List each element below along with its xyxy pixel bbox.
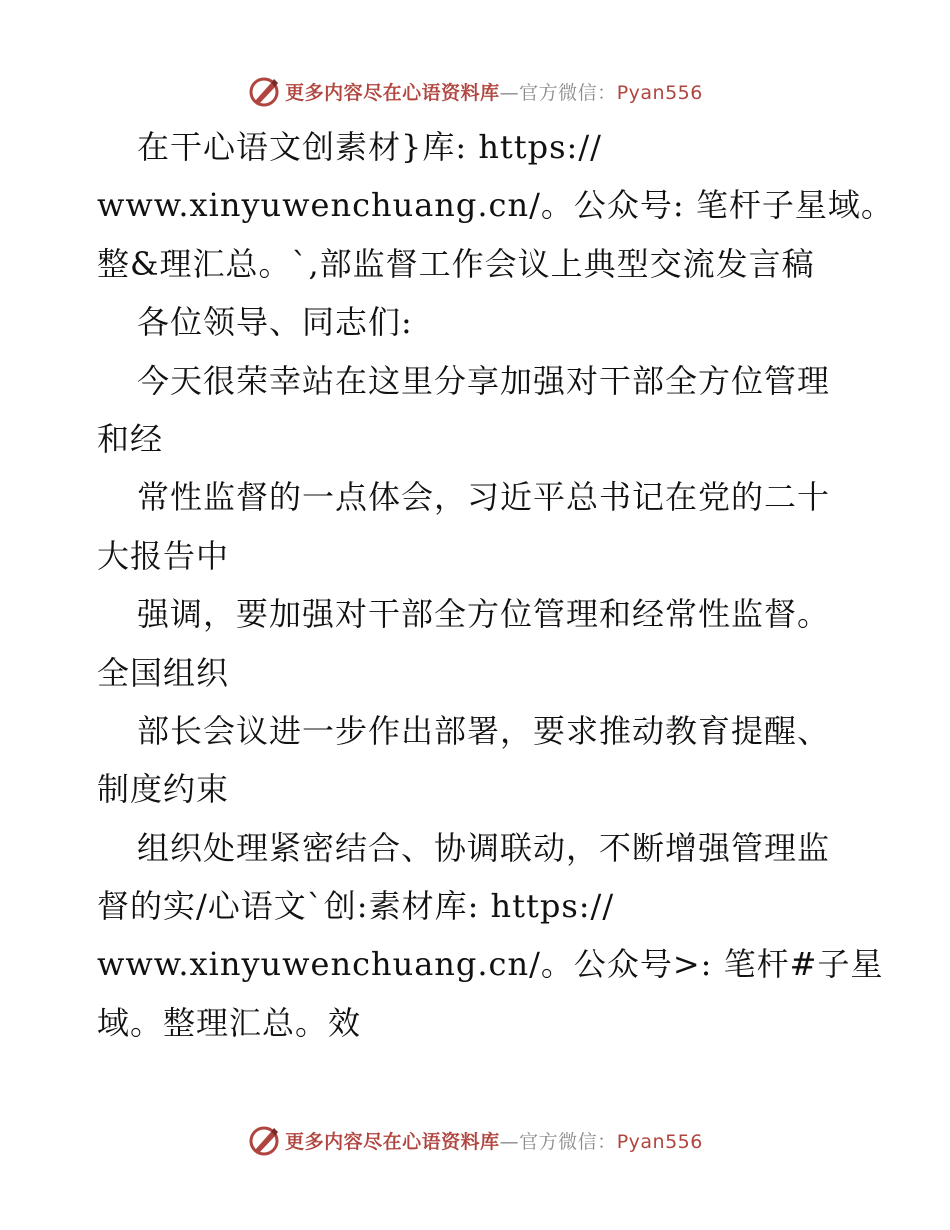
banner-wechat-id: Pyan556 [616,1130,703,1153]
text-line-14: 督的实/心语文`创:素材库: https:// [97,887,615,926]
header-banner [0,71,950,111]
text-line-10: 全国组织 [97,653,230,692]
text-line-4: 各位领导、同志们: [137,303,413,342]
pen-logo-icon [247,74,281,108]
banner-main-text: 更多内容尽在心语资料库 [285,81,500,104]
text-line-16: 域。整理汇总。效 [97,1003,362,1042]
banner-dash: — [499,1130,520,1153]
pen-logo-icon [247,1123,281,1157]
text-line-9: 强调，要加强对干部全方位管理和经常性监督。 [137,595,831,634]
banner-sub-text: 官方微信： [519,1130,617,1153]
banner-wechat-id: Pyan556 [616,81,703,104]
text-line-6: 和经 [97,419,164,458]
document-body [97,118,894,1052]
text-line-11: 部长会议进一步作出部署，要求推动教育提醒、 [137,711,831,750]
text-line-3: 整&理汇总。`,部监督工作会议上典型交流发言稿 [97,244,815,283]
text-line-8: 大报告中 [97,536,230,575]
text-line-13: 组织处理紧密结合、协调联动，不断增强管理监 [137,828,831,867]
banner-dash: — [499,81,520,104]
text-line-12: 制度约束 [97,770,230,809]
banner-sub-text: 官方微信： [519,81,617,104]
footer-banner [0,1120,950,1160]
text-line-1: 在干心语文创素材}库: https:// [137,128,602,166]
text-line-7: 常性监督的一点体会，习近平总书记在党的二十 [137,478,831,517]
text-line-5: 今天很荣幸站在这里分享加强对干部全方位管理 [137,361,831,400]
text-line-15: www.xinyuwenchuang.cn/。公众号>: 笔杆#子星 [97,945,884,984]
text-line-2: www.xinyuwenchuang.cn/。公众号: 笔杆子星域。 [97,186,894,225]
banner-main-text: 更多内容尽在心语资料库 [285,1130,500,1153]
